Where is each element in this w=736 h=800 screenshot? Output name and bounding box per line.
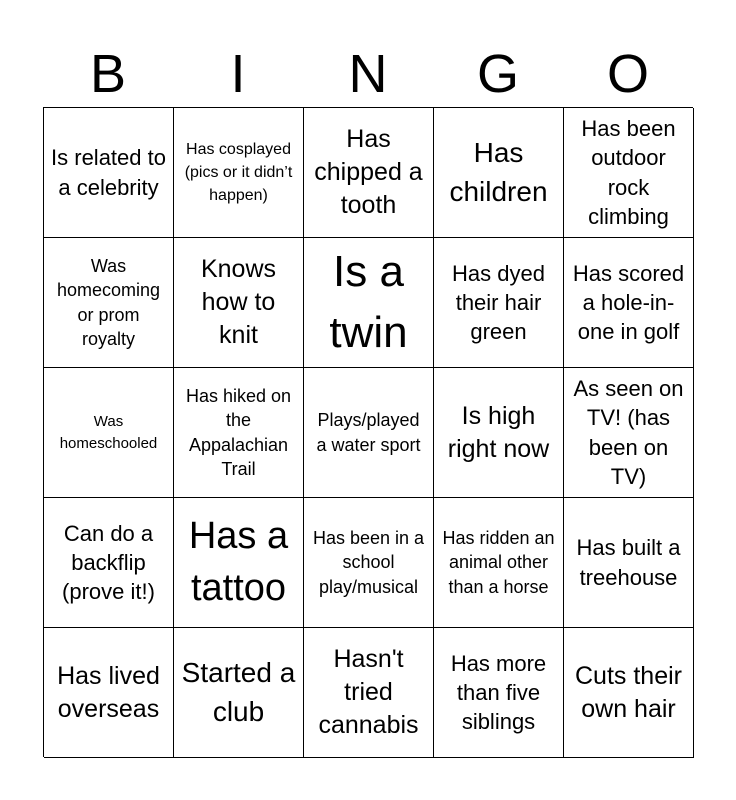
bingo-cell[interactable]: Hasn't tried cannabis bbox=[304, 628, 434, 758]
bingo-cell[interactable]: Cuts their own hair bbox=[564, 628, 694, 758]
bingo-cell[interactable]: Has chipped a tooth bbox=[304, 108, 434, 238]
bingo-cell[interactable]: Has built a treehouse bbox=[564, 498, 694, 628]
bingo-cell[interactable]: Plays/played a water sport bbox=[304, 368, 434, 498]
bingo-cell[interactable]: Has lived overseas bbox=[44, 628, 174, 758]
bingo-cell[interactable]: Has scored a hole-in-one in golf bbox=[564, 238, 694, 368]
header-letter-i: I bbox=[230, 44, 246, 104]
bingo-cell[interactable]: Is high right now bbox=[434, 368, 564, 498]
bingo-cell[interactable]: Has cosplayed (pics or it didn’t happen) bbox=[174, 108, 304, 238]
bingo-cell[interactable]: Has ridden an animal other than a horse bbox=[434, 498, 564, 628]
header-letter-g: G bbox=[476, 44, 519, 104]
bingo-cell[interactable]: Can do a backflip (prove it!) bbox=[44, 498, 174, 628]
header-letter-b: B bbox=[89, 44, 127, 104]
bingo-cell[interactable]: Is a twin bbox=[304, 238, 434, 368]
bingo-cell[interactable]: Has more than five siblings bbox=[434, 628, 564, 758]
bingo-cell[interactable]: Has a tattoo bbox=[174, 498, 304, 628]
bingo-cell[interactable]: Was homeschooled bbox=[44, 368, 174, 498]
bingo-cell[interactable]: Started a club bbox=[174, 628, 304, 758]
bingo-grid bbox=[43, 107, 693, 757]
bingo-header bbox=[43, 40, 693, 108]
bingo-cell[interactable]: Has been outdoor rock climbing bbox=[564, 108, 694, 238]
bingo-cell[interactable]: Knows how to knit bbox=[174, 238, 304, 368]
header-letter-o: O bbox=[606, 44, 649, 104]
header-letter-n: N bbox=[348, 44, 388, 104]
bingo-cell[interactable]: Has dyed their hair green bbox=[434, 238, 564, 368]
bingo-cell[interactable]: Has children bbox=[434, 108, 564, 238]
bingo-cell[interactable]: Was homecoming or prom royalty bbox=[44, 238, 174, 368]
bingo-cell[interactable]: Has been in a school play/musical bbox=[304, 498, 434, 628]
bingo-cell[interactable]: Is related to a celebrity bbox=[44, 108, 174, 238]
bingo-cell[interactable]: As seen on TV! (has been on TV) bbox=[564, 368, 694, 498]
bingo-cell[interactable]: Has hiked on the Appalachian Trail bbox=[174, 368, 304, 498]
